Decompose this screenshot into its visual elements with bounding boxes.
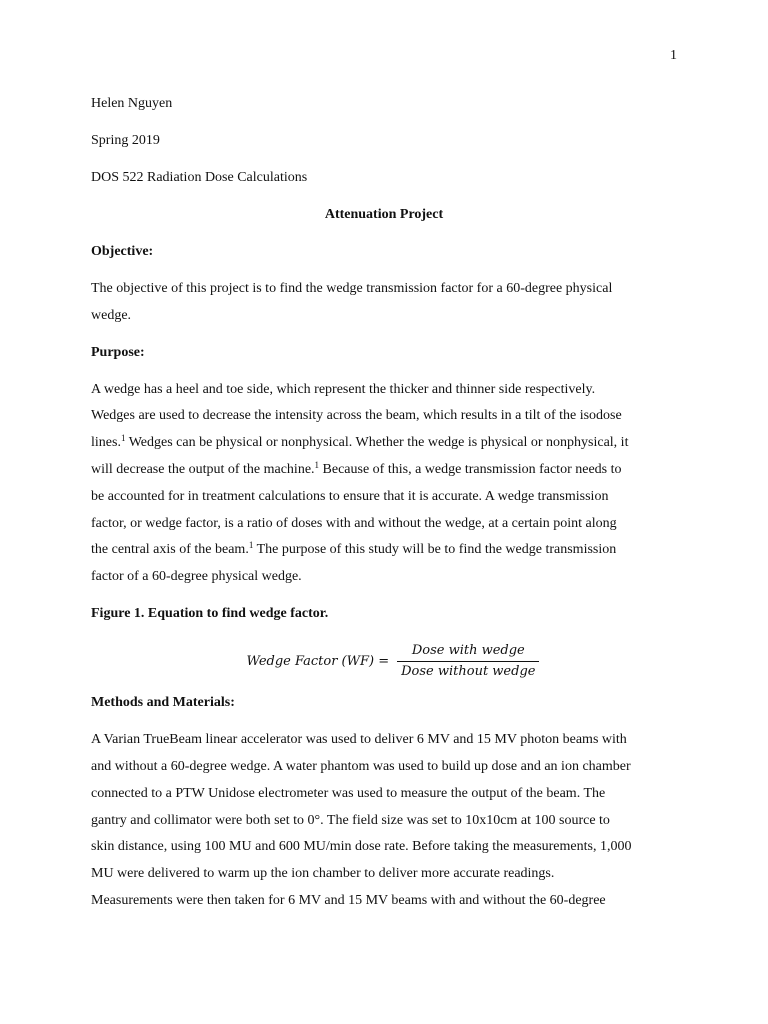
paragraph-line: factor, or wedge factor, is a ratio of doses with and without the wedge, at a certain point along [91,515,617,531]
wedge-factor-equation [91,638,677,684]
author-name: Helen Nguyen [91,96,173,111]
citation-superscript: 1 [120,433,126,444]
term: Spring 2019 [91,132,160,148]
paragraph-line: lines.$^1$ Wedges can be physical or nonphysical. Whether the wedge is physical or nonphysical, it [91,433,629,451]
methods-paragraph [91,727,677,915]
equation-lhs: Wedge Factor (WF) = [246,653,390,669]
purpose-paragraph [91,377,677,591]
paragraph-line: factor of a 60-degree physical wedge. [91,569,302,585]
paragraph-line: be accounted for in treatment calculations to ensure that it is accurate. A wedge transmission [91,488,609,504]
document-body [91,91,677,925]
paragraph-line: gantry and collimator were both set to 0°. The field size was set to 10x10cm at 100 source to [91,812,610,828]
paragraph-line: Wedges are used to decrease the intensity across the beam, which results in a tilt of the isodose [91,408,622,424]
equation-denominator: Dose without wedge [401,663,536,679]
paragraph-line: and without a 60-degree wedge. A water phantom was used to build up dose and an ion chamber [91,759,631,775]
paragraph-line: the central axis of the beam.$^1$ The purpose of this study will be to find the wedge transmission [91,540,617,558]
objective-heading: Objective: [91,243,154,259]
paragraph-line: connected to a PTW Unidose electrometer was used to measure the output of the beam. The [91,785,606,801]
page-number: 1 [670,48,677,63]
paragraph-line: Measurements were then taken for 6 MV and 15 MV beams with and without the 60-degree [91,893,606,908]
citation-superscript: 1 [314,460,320,471]
methods-heading: Methods and Materials: [91,695,235,711]
paragraph-line: A wedge has a heel and toe side, which represent the thicker and thinner side respectively. [91,381,596,397]
equation-numerator: Dose with wedge [411,642,525,658]
purpose-heading: Purpose: [91,344,145,360]
equation-fraction [397,642,539,681]
paragraph-line: MU were delivered to warm up the ion chamber to deliver more accurate readings. [91,866,555,882]
course-name: DOS 522 Radiation Dose Calculations [91,169,308,185]
paragraph-line: The objective of this project is to find the wedge transmission factor for a 60-degree physical [91,280,613,296]
paragraph-line: wedge. [91,307,132,323]
paragraph-line: skin distance, using 100 MU and 600 MU/min dose rate. Before taking the measurements, 1,000 [91,839,632,855]
paragraph-line: will decrease the output of the machine.$^1$ Because of this, a wedge transmission factor needs to [91,460,622,478]
document-title: Attenuation Project [324,206,444,222]
citation-superscript: 1 [248,540,254,551]
objective-paragraph [91,276,677,330]
figure-caption: Figure 1. Equation to find wedge factor. [91,606,329,622]
paragraph-line: A Varian TrueBeam linear accelerator was used to deliver 6 MV and 15 MV photon beams with [91,732,627,748]
